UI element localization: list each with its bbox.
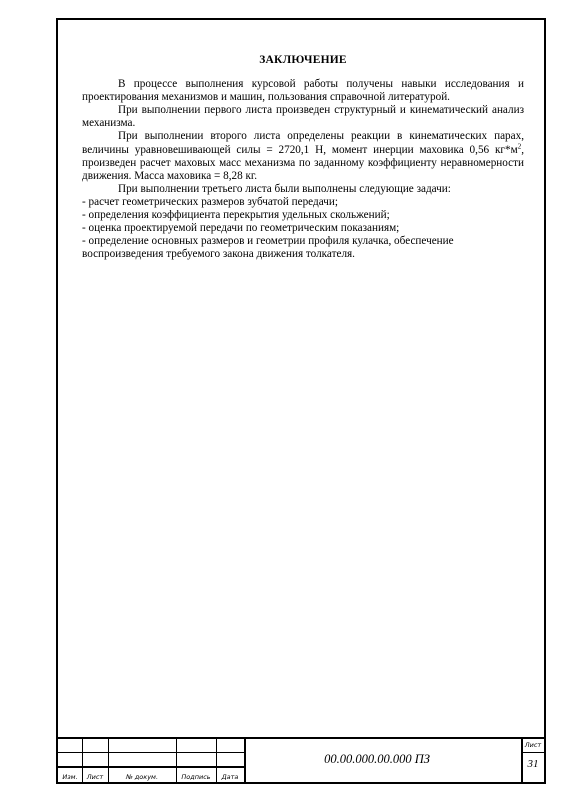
list-item: - определения коэффициента перекрытия удельных скольжений; <box>82 209 390 222</box>
label-signature: Подпись <box>181 773 211 781</box>
paragraph-2: При выполнении первого листа произведен структурный и кинематический анализ механизма. <box>82 104 524 130</box>
paragraph-3-part1: При выполнении второго листа определены реакции в кинематических парах, величины уравновешивающей силы = 2720,1 Н, момент инерции маховика 0,56 кг*м <box>82 130 524 156</box>
title-block <box>58 737 544 782</box>
paragraph-3-part2: , произведен расчет маховых масс механизма по заданному коэффициенту неравномерности движения. Масса маховика = 8,28 кг. <box>82 143 524 182</box>
label-list: Лист <box>86 773 104 781</box>
paragraph-3 <box>82 130 524 182</box>
document-title: ЗАКЛЮЧЕНИЕ <box>259 54 347 66</box>
document-code: 00.00.000.00.000 ПЗ <box>324 752 430 766</box>
paragraph-4: При выполнении третьего листа были выполнены следующие задачи: <box>118 182 451 195</box>
superscript: 2 <box>517 141 522 150</box>
paragraph-1: В процессе выполнения курсовой работы получены навыки исследования и проектирования механизмов и машин, пользования справочной литературой. <box>82 78 524 104</box>
label-izm: Изм. <box>62 773 78 781</box>
label-date: Дата <box>221 773 239 781</box>
task-list <box>82 196 524 261</box>
label-doc-number: № докум. <box>125 773 159 781</box>
list-item: - определение основных размеров и геометрии профиля кулачка, обеспечение воспроизведения требуемого закона движения толкателя. <box>82 235 454 261</box>
list-item: - расчет геометрических размеров зубчатой передачи; <box>82 195 338 208</box>
document-body <box>82 54 524 261</box>
sheet-number: 31 <box>527 758 539 770</box>
page-frame <box>56 18 546 784</box>
sheet-label: Лист <box>524 741 542 749</box>
list-item: - оценка проектируемой передачи по геометрическим показаниям; <box>82 222 400 235</box>
